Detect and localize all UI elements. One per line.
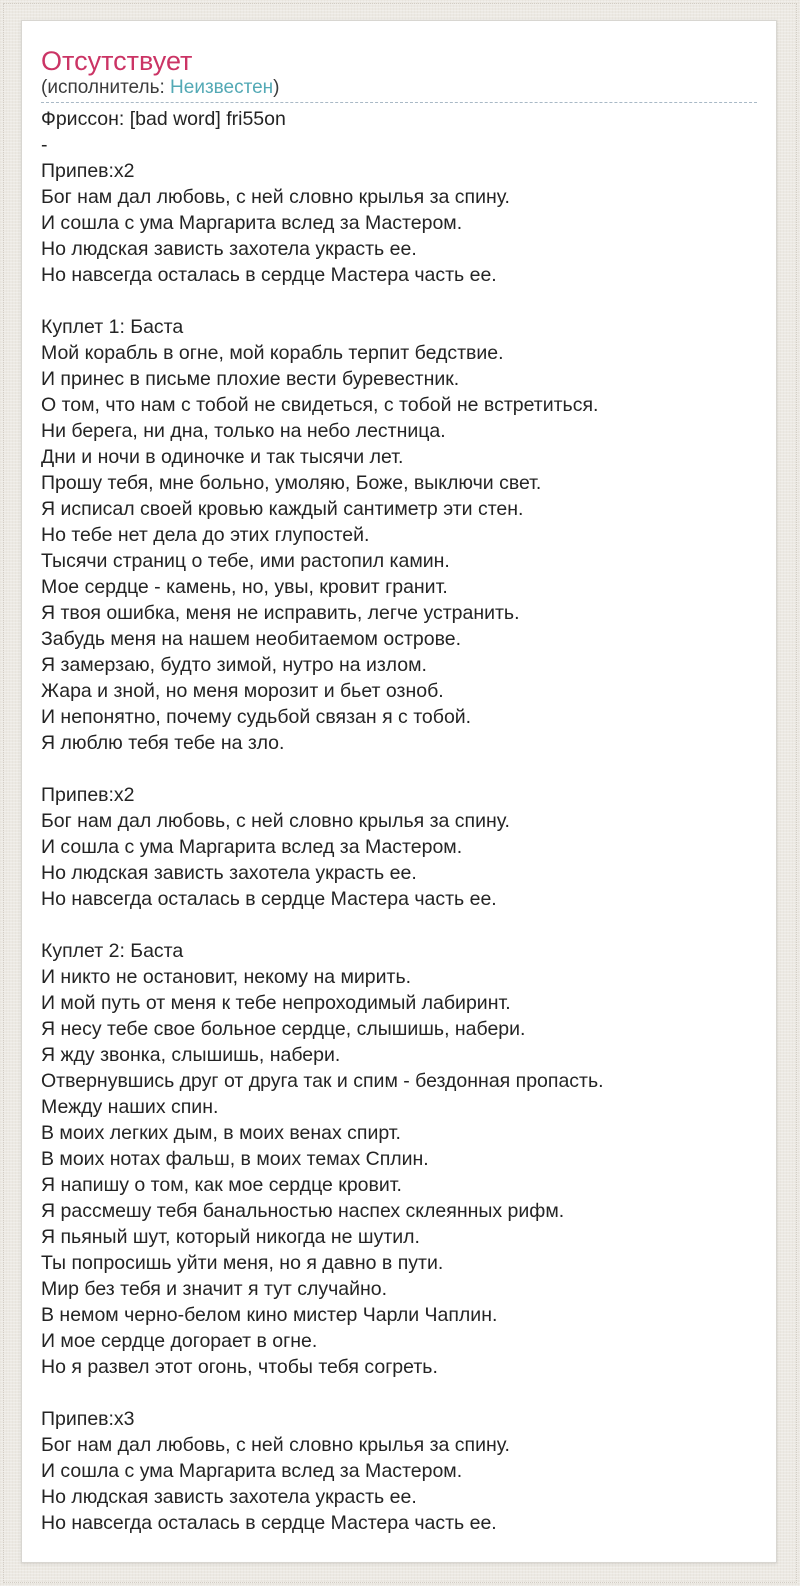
lyric-line: Я жду звонка, слышишь, набери. <box>41 1044 341 1066</box>
lyric-line: И сошла с ума Маргарита вслед за Мастером. <box>41 212 463 234</box>
lyric-line: Но людская зависть захотела украсть ее. <box>41 238 417 260</box>
lyric-line: Я люблю тебя тебе на зло. <box>41 732 285 754</box>
lyric-line: И непонятно, почему судьбой связан я с тобой. <box>41 706 472 728</box>
lyric-line: Но людская зависть захотела украсть ее. <box>41 862 417 884</box>
lyric-line: Но людская зависть захотела украсть ее. <box>41 1486 417 1508</box>
artist-row <box>41 77 757 99</box>
lyric-line <box>41 912 757 938</box>
lyric-line: Прошу тебя, мне больно, умоляю, Боже, выключи свет. <box>41 472 542 494</box>
lyric-line: Но тебе нет дела до этих глупостей. <box>41 524 370 546</box>
lyric-line: Тысячи страниц о тебе, ими растопил камин. <box>41 550 450 572</box>
lyric-line <box>41 288 757 314</box>
dashed-separator <box>41 102 757 103</box>
lyric-line: Бог нам дал любовь, с ней словно крылья за спину. <box>41 810 510 832</box>
lyric-line: Я исписал своей кровью каждый сантиметр эти стен. <box>41 498 524 520</box>
lyric-line: Я напишу о том, как мое сердце кровит. <box>41 1174 402 1196</box>
lyric-line: Припев:x3 <box>41 1408 135 1430</box>
lyric-line: Дни и ночи в одиночке и так тысячи лет. <box>41 446 404 468</box>
lyric-line: О том, что нам с тобой не свидеться, с тобой не встретиться. <box>41 394 599 416</box>
lyric-line: Ни берега, ни дна, только на небо лестница. <box>41 420 446 442</box>
lyric-line: И сошла с ума Маргарита вслед за Мастером. <box>41 1460 463 1482</box>
lyric-line: - <box>41 134 48 156</box>
lyric-line: Бог нам дал любовь, с ней словно крылья за спину. <box>41 1434 510 1456</box>
lyric-line: Бог нам дал любовь, с ней словно крылья за спину. <box>41 186 510 208</box>
lyric-line: Фриссон: [bad word] fri55on <box>41 108 286 130</box>
lyric-line: Я рассмешу тебя банальностью наспех склеянных рифм. <box>41 1200 565 1222</box>
song-title-link[interactable]: Отсутствует <box>41 46 193 76</box>
lyric-line: Припев:x2 <box>41 784 135 806</box>
lyric-line: Но я развел этот огонь, чтобы тебя согреть. <box>41 1356 438 1378</box>
lyric-line: В моих легких дым, в моих венах спирт. <box>41 1122 401 1144</box>
lyric-line <box>41 756 757 782</box>
lyric-line: Мой корабль в огне, мой корабль терпит бедствие. <box>41 342 504 364</box>
lyric-line: Между наших спин. <box>41 1096 219 1118</box>
song-header <box>41 45 757 99</box>
lyric-line <box>41 1380 757 1406</box>
lyric-line: И мой путь от меня к тебе непроходимый лабиринт. <box>41 992 511 1014</box>
lyric-line: И никто не остановит, некому на мирить. <box>41 966 412 988</box>
lyric-line: Я пьяный шут, который никогда не шутил. <box>41 1226 420 1248</box>
lyric-line: И принес в письме плохие вести буревестник. <box>41 368 460 390</box>
lyric-line: Припев:x2 <box>41 160 135 182</box>
artist-suffix: ) <box>273 77 280 98</box>
lyric-line: Я замерзаю, будто зимой, нутро на излом. <box>41 654 427 676</box>
lyric-line: Отвернувшись друг от друга так и спим - бездонная пропасть. <box>41 1070 604 1092</box>
lyric-line: В моих нотах фальш, в моих темах Сплин. <box>41 1148 429 1170</box>
lyric-line: В немом черно-белом кино мистер Чарли Чаплин. <box>41 1304 498 1326</box>
lyric-line: Жара и зной, но меня морозит и бьет озноб. <box>41 680 444 702</box>
artist-link[interactable]: Неизвестен <box>170 77 274 98</box>
lyric-line: Но навсегда осталась в сердце Мастера часть ее. <box>41 888 497 910</box>
lyric-line: И сошла с ума Маргарита вслед за Мастером. <box>41 836 463 858</box>
lyric-line: И мое сердце догорает в огне. <box>41 1330 318 1352</box>
lyric-line: Но навсегда осталась в сердце Мастера часть ее. <box>41 1512 497 1534</box>
artist-prefix: (исполнитель: <box>41 77 171 98</box>
lyrics-card <box>21 20 777 1563</box>
lyric-line: Ты попросишь уйти меня, но я давно в пути. <box>41 1252 444 1274</box>
lyric-line: Но навсегда осталась в сердце Мастера часть ее. <box>41 264 497 286</box>
lyric-line: Куплет 2: Баста <box>41 940 184 962</box>
lyric-line: Я несу тебе свое больное сердце, слышишь, набери. <box>41 1018 526 1040</box>
lyric-line: Куплет 1: Баста <box>41 316 184 338</box>
lyric-line: Я твоя ошибка, меня не исправить, легче устранить. <box>41 602 520 624</box>
lyric-line: Мир без тебя и значит я тут случайно. <box>41 1278 388 1300</box>
lyrics-text <box>41 106 757 1536</box>
lyric-line: Забудь меня на нашем необитаемом острове. <box>41 628 461 650</box>
lyric-line: Мое сердце - камень, но, увы, кровит гранит. <box>41 576 448 598</box>
